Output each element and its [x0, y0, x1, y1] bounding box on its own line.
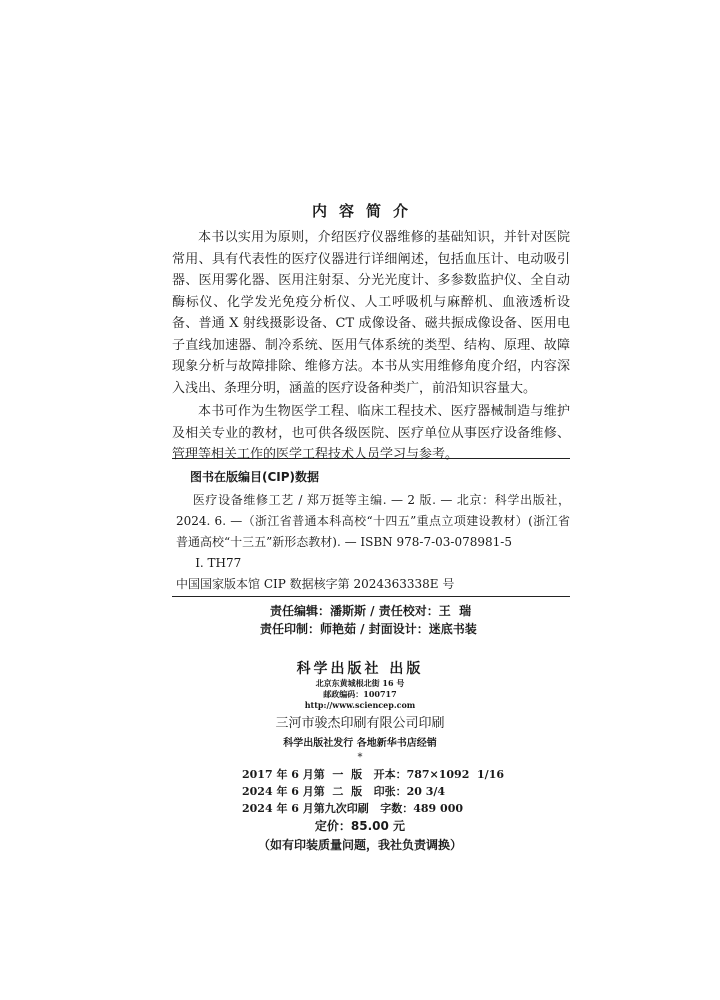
publisher-name: 科学出版社 出版: [296, 661, 424, 677]
cip-top-rule: [172, 458, 570, 459]
intro-title: 内容简介: [311, 202, 420, 220]
cip-block: [176, 490, 570, 595]
cip-number: 中国国家版本馆 CIP 数据核字第 2024363338E 号: [176, 577, 455, 591]
publisher-postcode: 邮政编码：100717: [323, 689, 397, 699]
edition-line: 2024 年 6 月第九次印刷 字数：489 000: [242, 802, 463, 815]
intro-paragraph: 本书以实用为原则，介绍医疗仪器维修的基础知识，并针对医院常用、具有代表性的医疗仪器进行详细阐述，包括血压计、电动吸引器、医用雾化器、医用注射泵、分光光度计、多参数监护仪、全自动酶标仪、化学发光免疫分析仪、人工呼吸机与麻醉机、血液透析设备、普通 X 射线摄影设备、CT 成像设备、磁共振成像设备、医用电子直线加速器、制冷系统、医用气体系统的类型、结构、原理、故障现象分析与故障排除、维修方法。本书从实用维修角度介绍，内容深入浅出、条理分明，涵盖的医疗设备种类广，前沿知识容量大。: [172, 230, 570, 396]
cip-entry: 医疗设备维修工艺 / 郑万挺等主编. — 2 版. — 北京：科学出版社，2024. 6. —（浙江省普通本科高校“十四五”重点立项建设教材）(浙江省普通高校“十三五”新形态教材). — ISBN 978-7-03-078981-5: [176, 493, 570, 549]
edition-line: 2024 年 6 月第 二 版 印张：20 3/4: [242, 785, 446, 798]
intro-paragraph: 本书可作为生物医学工程、临床工程技术、医疗器械制造与维护及相关专业的教材，也可供各级医院、医疗单位从事医疗设备维修、管理等相关工作的医学工程技术人员学习与参考。: [172, 404, 570, 462]
intro-body: [172, 227, 570, 466]
quality-notice: （如有印装质量问题，我社负责调换）: [257, 838, 462, 852]
credits-line: 责任印制：师艳茹 / 封面设计：迷底书装: [260, 622, 477, 636]
credits-line: 责任编辑：潘斯斯 / 责任校对：王 瑞: [270, 604, 472, 618]
cip-heading: 图书在版编目(CIP)数据: [190, 470, 320, 484]
publisher-address: 北京东黄城根北街 16 号: [315, 678, 405, 688]
separator-star: *: [357, 752, 363, 763]
printer: 三河市骏杰印刷有限公司印刷: [275, 716, 445, 731]
distributor: 科学出版社发行 各地新华书店经销: [283, 738, 437, 749]
cip-classification: Ⅰ. TH77: [195, 556, 242, 570]
price: 定价：85.00 元: [314, 819, 406, 833]
publisher-address-block: [0, 678, 720, 711]
edition-line: 2017 年 6 月第 一 版 开本：787×1092 1/16: [242, 768, 504, 781]
publisher-website: http://www.sciencep.com: [304, 700, 416, 710]
cip-bottom-rule: [172, 596, 570, 597]
